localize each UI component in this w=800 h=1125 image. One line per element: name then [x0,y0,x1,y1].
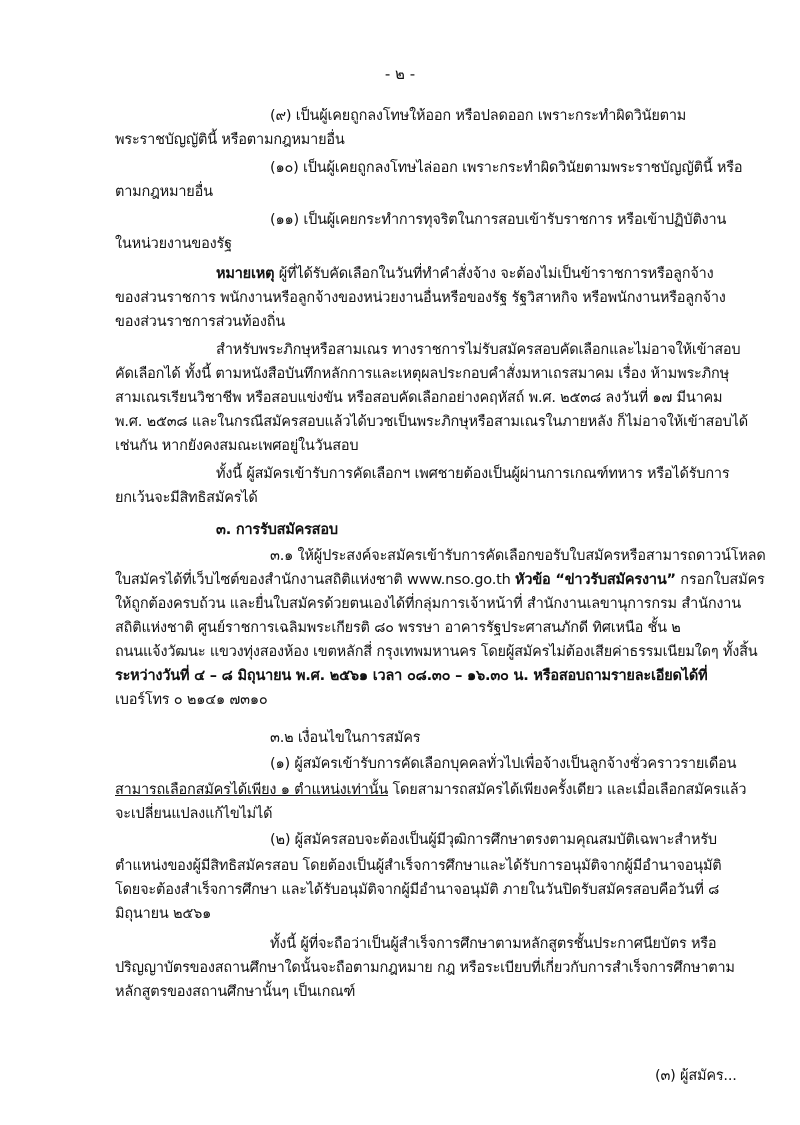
text-line: เบอร์โทร ๐ ๒๑๔๑ ๗๓๑๐ [115,692,268,708]
text-line: ๓.๑ ให้ผู้ประสงค์จะสมัครเข้ารับการคัดเลือกขอรับใบสมัครหรือสามารถดาวน์โหลด [270,548,766,564]
website-line [115,570,765,590]
text-line: ปริญญาบัตรของสถานศึกษาใดนั้นจะถือตามกฎหมาย กฎ หรือระเบียบที่เกี่ยวกับการสำเร็จการศึกษาตาม [115,960,735,976]
text-line: (๙) เป็นผู้เคยถูกลงโทษให้ออก หรือปลดออก เพราะกระทำผิดวินัยตาม [270,108,687,124]
condition-line [115,780,746,800]
text-line: ยกเว้นจะมีสิทธิสมัครได้ [115,490,258,506]
text-line: (๒) ผู้สมัครสอบจะต้องเป็นผู้มีวุฒิการศึกษาตรงตามคุณสมบัติเฉพาะสำหรับ [270,832,717,848]
section-heading: ๓. การรับสมัครสอบ [216,522,338,538]
text-line: ถนนแจ้งวัฒนะ แขวงทุ่งสองห้อง เขตหลักสี่ กรุงเทพมหานคร โดยผู้สมัครไม่ต้องเสียค่าธรรมเนียมใดๆ ทั้งสิ้น [115,644,758,660]
text-line: โดยจะต้องสำเร็จการศึกษา และได้รับอนุมัติจากผู้มีอำนาจอนุมัติ ภายในวันปิดรับสมัครสอบคือวันที่ ๘ [115,882,720,898]
text-line: สามเณรเรียนวิชาชีพ หรือสอบแข่งขัน หรือสอบคัดเลือกอย่างคฤหัสถ์ พ.ศ. ๒๕๓๘ ลงวันที่ ๑๗ มีนาคม [115,390,723,406]
text-line: (๑๑) เป็นผู้เคยกระทำการทุจริตในการสอบเข้ารับราชการ หรือเข้าปฏิบัติงาน [270,212,727,228]
text-line: ตำแหน่งของผู้มีสิทธิสมัครสอบ โดยต้องเป็นผู้สำเร็จการศึกษาและได้รับการอนุมัติจากผู้มีอำนาจอนุมัติ [115,858,722,874]
text-line: ทั้งนี้ ผู้ที่จะถือว่าเป็นผู้สำเร็จการศึกษาตามหลักสูตรชั้นประกาศนียบัตร หรือ [270,936,717,952]
website-prefix: ใบสมัครได้ที่เว็บไซต์ของสำนักงานสถิติแห่งชาติ www.nso.go.th [115,572,511,588]
underlined-condition: สามารถเลือกสมัครได้เพียง ๑ ตำแหน่งเท่านั้น [115,782,389,798]
text-line: ในหน่วยงานของรัฐ [115,236,232,252]
page-number: - ๒ - [384,65,416,83]
text-line: สถิติแห่งชาติ ศูนย์ราชการเฉลิมพระเกียรติ ๘๐ พรรษา อาคารรัฐประศาสนภักดี ทิศเหนือ ชั้น ๒ [115,620,681,636]
text-line: ของส่วนราชการส่วนท้องถิ่น [115,314,286,330]
subsection-heading: ๓.๒ เงื่อนไขในการสมัคร [270,730,421,746]
text-line: คัดเลือกได้ ทั้งนี้ ตามหนังสือบันทึกหลักการและเหตุผลประกอบคำสั่งมหาเถรสมาคม เรื่อง ห้ามพระภิกษุ [115,366,729,382]
text-line: ของส่วนราชการ พนักงานหรือลูกจ้างของหน่วยงานอื่นหรือของรัฐ รัฐวิสาหกิจ หรือพนักงานหรือลูกจ้าง [115,290,726,306]
text-line: ทั้งนี้ ผู้สมัครเข้ารับการคัดเลือกฯ เพศชายต้องเป็นผู้ผ่านการเกณฑ์ทหาร หรือได้รับการ [216,466,730,482]
continuation-text: (๓) ผู้สมัคร... [655,1068,737,1084]
text-line: ตามกฎหมายอื่น [115,184,213,200]
text-line: พ.ศ. ๒๕๓๘ และในกรณีสมัครสอบแล้วได้บวชเป็นพระภิกษุหรือสามเณรในภายหลัง ก็ไม่อาจให้เข้าสอบได้ [115,414,748,430]
website-suffix: กรอกใบสมัคร [680,572,765,588]
note-label: หมายเหตุ [216,266,275,282]
text-line: ให้ถูกต้องครบถ้วน และยื่นใบสมัครด้วยตนเองได้ที่กลุ่มการเจ้าหน้าที่ สำนักงานเลขานุการกรม สำนักงาน [115,596,741,612]
note-text: ผู้ที่ได้รับคัดเลือกในวันที่ทำคำสั่งจ้าง จะต้องไม่เป็นข้าราชการหรือลูกจ้าง [278,266,714,282]
condition-rest: โดยสามารถสมัครได้เพียงครั้งเดียว และเมื่อเลือกสมัครแล้ว [392,782,747,798]
text-line: ระหว่างวันที่ ๔ – ๘ มิถุนายน พ.ศ. ๒๕๖๑ เวลา ๐๘.๓๐ – ๑๖.๓๐ น. หรือสอบถามรายละเอียดได้ที่ [115,668,708,684]
text-line: (๑๐) เป็นผู้เคยถูกลงโทษไล่ออก เพราะกระทำผิดวินัยตามพระราชบัญญัตินี้ หรือ [270,160,743,176]
text-line: จะเปลี่ยนแปลงแก้ไขไม่ได้ [115,806,273,822]
text-line: เช่นกัน หากยังคงสมณะเพศอยู่ในวันสอบ [115,438,359,454]
note-line [216,264,714,284]
text-line: หลักสูตรของสถานศึกษานั้นๆ เป็นเกณฑ์ [115,984,356,1000]
text-line: (๑) ผู้สมัครเข้ารับการคัดเลือกบุคคลทั่วไปเพื่อจ้างเป็นลูกจ้างชั่วคราวรายเดือน [270,756,737,772]
text-line: พระราชบัญญัตินี้ หรือตามกฎหมายอื่น [115,132,345,148]
text-line: มิถุนายน ๒๕๖๑ [115,906,212,922]
website-topic: หัวข้อ “ข่าวรับสมัครงาน” [515,572,676,588]
text-line: สำหรับพระภิกษุหรือสามเณร ทางราชการไม่รับสมัครสอบคัดเลือกและไม่อาจให้เข้าสอบ [216,342,741,358]
